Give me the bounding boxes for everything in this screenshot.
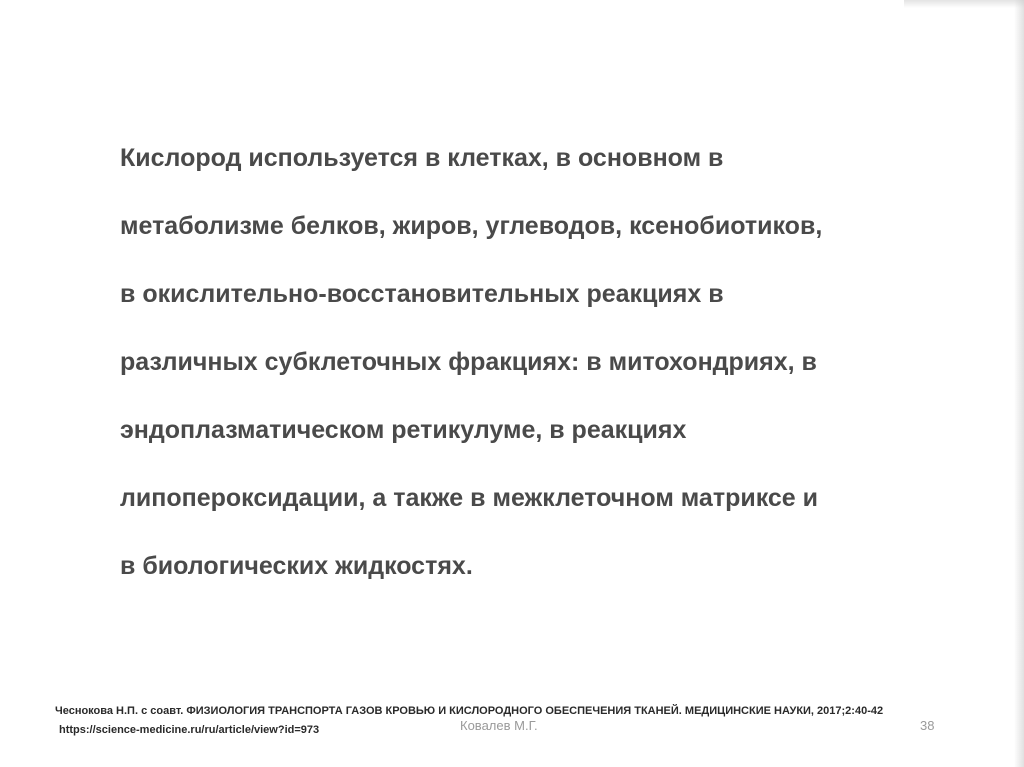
slide-number: 38 <box>920 718 935 733</box>
body-line: эндоплазматическом ретикулуме, в реакциях <box>120 416 687 444</box>
page-corner-shadow <box>904 0 1024 8</box>
citation-url[interactable]: https://science-medicine.ru/ru/article/view?id=973 <box>59 724 320 736</box>
body-line: Кислород используется в клетках, в основном в <box>120 144 724 172</box>
slide-body-text <box>120 130 950 606</box>
page-edge-shadow <box>1014 0 1024 767</box>
body-line: различных субклеточных фракциях: в митохондриях, в <box>120 348 817 376</box>
citation-reference: Чеснокова Н.П. с соавт. ФИЗИОЛОГИЯ ТРАНСПОРТА ГАЗОВ КРОВЬЮ И КИСЛОРОДНОГО ОБЕСПЕЧЕНИЯ ТКАНЕЙ. МЕДИЦИНСКИЕ НАУКИ, 2017;2:40-42 <box>55 705 884 717</box>
footer-author: Ковалев М.Г. <box>460 718 538 733</box>
body-line: в биологических жидкостях. <box>120 552 473 580</box>
body-line: в окислительно-восстановительных реакциях в <box>120 280 724 308</box>
body-line: липопероксидации, а также в межклеточном матриксе и <box>120 484 819 512</box>
body-line: метаболизме белков, жиров, углеводов, ксенобиотиков, <box>120 212 823 240</box>
